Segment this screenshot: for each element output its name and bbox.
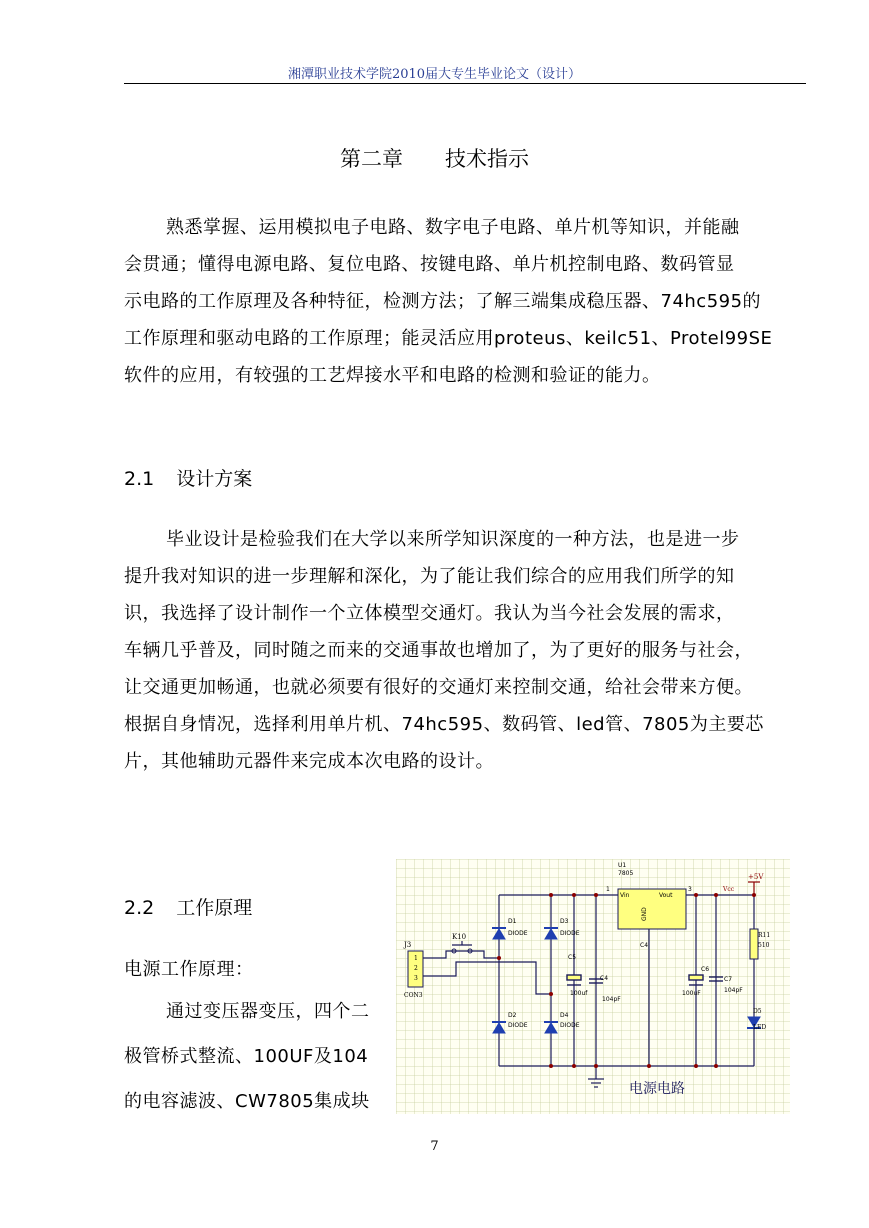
resistor-r11	[750, 929, 758, 959]
plus5v-label: +5V	[748, 873, 764, 881]
d5-label: D5	[753, 1008, 762, 1015]
c4-label: C4	[600, 975, 609, 982]
j3-pin1: 1	[414, 955, 418, 962]
paragraph-line: 提升我对知识的进一步理解和深化，为了能让我们综合的应用我们所学的知	[124, 566, 735, 587]
pin1-label: 1	[606, 886, 610, 893]
circuit-caption: 电源电路	[629, 1081, 685, 1097]
d2-type: DIODE	[508, 1022, 528, 1029]
power-supply-circuit-diagram	[396, 859, 790, 1114]
header-rule	[124, 83, 806, 84]
c6-label: C6	[701, 966, 710, 973]
c6-value: 100uF	[682, 990, 701, 997]
paragraph-line: 车辆几乎普及，同时随之而来的交通事故也增加了，为了更好的服务与社会，	[124, 640, 753, 661]
chapter-title	[0, 143, 869, 173]
chapter-name: 技术指示	[445, 147, 529, 171]
page-number: 7	[430, 1139, 439, 1154]
gnd-label: GND	[641, 907, 648, 921]
subheading: 电源工作原理：	[124, 959, 254, 980]
paragraph-line: 软件的应用，有较强的工艺焊接水平和电路的检测和验证的能力。	[124, 365, 661, 386]
c7-label: C7	[724, 976, 733, 983]
j3-pin3: 3	[414, 975, 418, 982]
d1-type: DIODE	[508, 930, 528, 937]
u1-part: 7805	[618, 870, 634, 877]
c7-value: 104pF	[724, 987, 743, 994]
paragraph-line: 会贯通；懂得电源电路、复位电路、按键电路、单片机控制电路、数码管显	[124, 254, 735, 275]
paragraph-line: 的电容滤波、CW7805集成块	[124, 1091, 370, 1112]
paragraph-line: 根据自身情况，选择利用单片机、74hc595、数码管、led管、7805为主要芯	[124, 714, 764, 735]
k10-label: K10	[452, 933, 467, 941]
c4-value: 104pF	[602, 996, 621, 1003]
d2-label: D2	[508, 1012, 517, 1019]
section-number: 2.1	[124, 468, 155, 490]
paragraph-line: 工作原理和驱动电路的工作原理；能灵活应用proteus、keilc51、Protel99SE	[124, 328, 773, 349]
d3-type: DIODE	[560, 930, 580, 937]
paragraph-line: 示电路的工作原理及各种特征，检测方法；了解三端集成稳压器、74hc595的	[124, 291, 762, 312]
paragraph-line: 毕业设计是检验我们在大学以来所学知识深度的一种方法，也是进一步	[166, 529, 740, 550]
d3-label: D3	[560, 918, 569, 925]
section-heading-2-2	[124, 893, 252, 920]
paragraph-line: 识，我选择了设计制作一个立体模型交通灯。我认为当今社会发展的需求，	[124, 603, 735, 624]
d4-label: D4	[560, 1012, 569, 1019]
section-heading-2-1	[124, 464, 252, 491]
d4-type: DIODE	[560, 1022, 580, 1029]
paragraph-line: 熟悉掌握、运用模拟电子电路、数字电子电路、单片机等知识，并能融	[166, 217, 740, 238]
d5-type: LED	[753, 1024, 767, 1031]
pin3-label: 3	[688, 886, 692, 893]
vcc-label: Vcc	[723, 886, 735, 893]
d1-label: D1	[508, 918, 517, 925]
vin-pin: Vin	[620, 892, 630, 899]
j3-label: J3	[404, 941, 412, 949]
section-title: 设计方案	[176, 468, 253, 490]
paragraph-line: 片，其他辅助元器件来完成本次电路的设计。	[124, 751, 494, 772]
j3-pin2: 2	[414, 965, 418, 972]
paragraph-line: 极管桥式整流、100UF及104	[124, 1046, 369, 1067]
running-header: 湘潭职业技术学院2010届大专生毕业论文（设计）	[287, 67, 582, 82]
paragraph-line: 通过变压器变压，四个二	[166, 1001, 370, 1022]
section-title: 工作原理	[176, 897, 253, 919]
r-value: 510	[758, 942, 770, 949]
c5-value: 100uf	[570, 990, 588, 997]
u1-label: U1	[618, 862, 627, 869]
r-label: R11	[758, 932, 771, 939]
c5-label: C5	[568, 954, 577, 961]
paragraph-line: 让交通更加畅通，也就必须要有很好的交通灯来控制交通，给社会带来方便。	[124, 677, 753, 698]
chapter-number: 第二章	[340, 147, 403, 171]
section-number: 2.2	[124, 897, 155, 919]
con3-label: CON3	[404, 992, 423, 999]
pin2-label: C4	[640, 942, 649, 949]
vout-pin: Vout	[659, 892, 673, 899]
